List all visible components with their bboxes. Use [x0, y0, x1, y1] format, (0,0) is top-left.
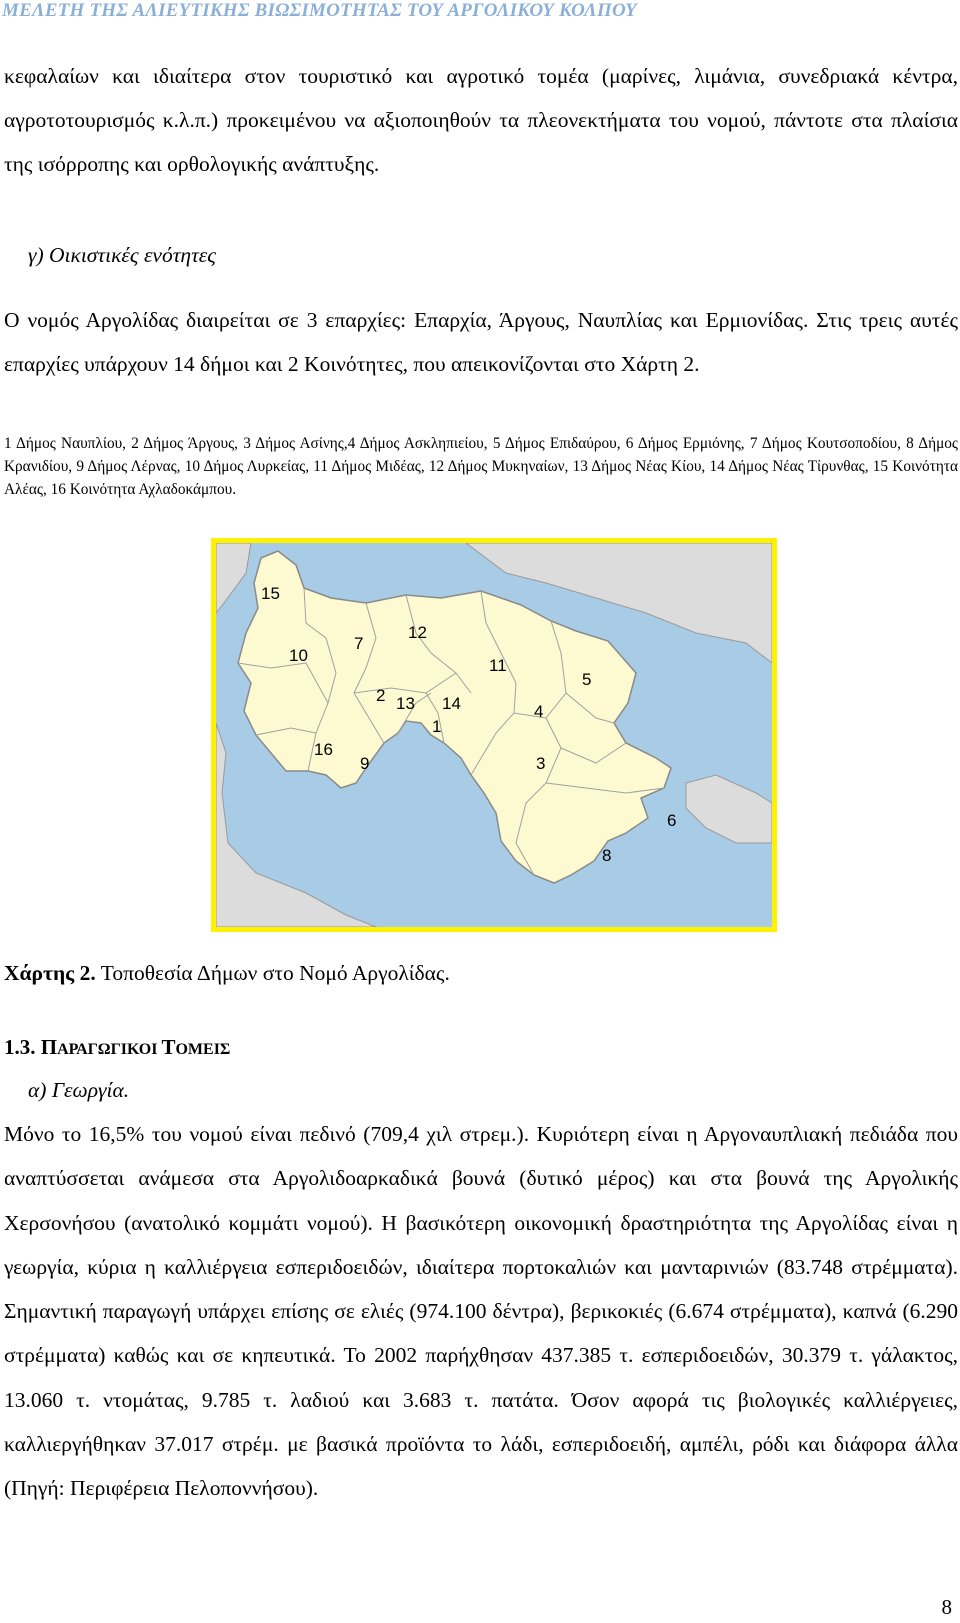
- section-title-p: Π: [40, 1035, 58, 1059]
- map-label-1: 1: [432, 717, 442, 736]
- map-label-10: 10: [289, 646, 308, 665]
- subheading-agriculture: α) Γεωργία.: [28, 1078, 130, 1102]
- map-label-13: 13: [396, 694, 415, 713]
- section-title-rest2: ΟΜΕΙΣ: [175, 1041, 231, 1058]
- map-label-7: 7: [354, 634, 364, 653]
- section-title-t: Τ: [161, 1035, 176, 1059]
- section-title-rest1: ΑΡΑΓΩΓΙΚΟΙ: [57, 1041, 162, 1058]
- map-label-8: 8: [602, 846, 612, 865]
- map-label-6: 6: [667, 811, 677, 830]
- map-label-5: 5: [582, 670, 592, 689]
- agriculture-paragraph: Μόνο το 16,5% του νομού είναι πεδινό (709,4 χιλ στρεμ.). Κυριότερη είναι η Αργοναυπλιακή πεδιάδα που αναπτύσσεται ανάμεσα στα Αργολιδοαρκαδικά βουνά (δυτικό μέρος) και στα βουνά της Αργολικής Χερσονήσου (ανατολικό κομμάτι νομού). Η βασικότερη οικονομική δραστηριότητα της Αργολίδας είναι η γεωργία, κύρια η καλλιέργεια εσπεριδοειδών, ιδιαίτερα πορτοκαλιών και μανταρινιών (83.748 στρέμματα). Σημαντική παραγωγή υπάρχει επίσης σε ελιές (974.100 δέντρα), βερικοκιές (6.674 στρέμματα), καπνά (6.290 στρέμματα) καθώς και σε κηπευτικά. Το 2002 παρήχθησαν 437.385 τ. εσπεριδοειδών, 30.379 τ. γάλακτος, 13.060 τ. ντομάτας, 9.785 τ. λαδιού και 3.683 τ. πατάτα. Όσον αφορά τις βιολογικές καλλιέργειες, καλλιεργήθηκαν 37.017 στρέμ. με βασικά προϊόντα το λάδι, εσπεριδοειδή, αμπέλι, ρόδι και διάφορα άλλα (Πηγή: Περιφέρεια Πελοποννήσου).: [4, 1122, 958, 1501]
- map-label-14: 14: [442, 694, 461, 713]
- page-number: 8: [941, 1595, 952, 1619]
- section-number: 1.3.: [4, 1035, 36, 1059]
- map-label-12: 12: [408, 623, 427, 642]
- subheading-settlements: γ) Οικιστικές ενότητες: [28, 243, 216, 267]
- settlements-paragraph: Ο νομός Αργολίδας διαιρείται σε 3 επαρχίες: Επαρχία, Άργους, Ναυπλίας και Ερμιονίδας. Στις τρεις αυτές επαρχίες υπάρχουν 14 δήμοι και 2 Κοινότητες, που απεικονίζονται στο Χάρτη 2.: [4, 308, 958, 376]
- caption-text: Τοποθεσία Δήμων στο Νομό Αργολίδας.: [95, 961, 450, 985]
- map-legend: 1 Δήμος Ναυπλίου, 2 Δήμος Άργους, 3 Δήμος Ασίνης,4 Δήμος Ασκληπιείου, 5 Δήμος Επιδαύρου, 6 Δήμος Ερμιόνης, 7 Δήμος Κουτσοποδίου, 8 Δήμος Κρανιδίου, 9 Δήμος Λέρνας, 10 Δήμος Λυρκείας, 11 Δήμος Μιδέας, 12 Δήμος Μυκηναίων, 13 Δήμος Νέας Κίου, 14 Δήμος Νέας Τίρυνθας, 15 Κοινότητα Αλέας, 16 Κοινότητα Αχλαδοκάμπου.: [4, 435, 958, 498]
- map-label-11: 11: [489, 656, 507, 675]
- map-label-15: 15: [261, 584, 280, 603]
- map-label-2: 2: [376, 686, 386, 705]
- map-label-16: 16: [314, 740, 333, 759]
- intro-paragraph: κεφαλαίων και ιδιαίτερα στον τουριστικό και αγροτικό τομέα (μαρίνες, λιμάνια, συνεδριακά κέντρα, αγροτοτουρισμός κ.λ.π.) προκειμένου να αξιοποιηθούν τα πλεονεκτήματα του νομού, πάντοτε στα πλαίσια της ισόρροπης και ορθολογικής ανάπτυξης.: [4, 64, 958, 176]
- running-header: ΜΕΛΕΤΗ ΤΗΣ ΑΛΙΕΥΤΙΚΗΣ ΒΙΩΣΙΜΟΤΗΤΑΣ ΤΟΥ ΑΡΓΟΛΙΚΟΥ ΚΟΛΠΟΥ: [2, 0, 637, 21]
- map-drawing: [216, 543, 772, 927]
- section-title: [4, 1035, 230, 1060]
- map-label-3: 3: [536, 754, 546, 773]
- map-caption: [4, 961, 450, 986]
- map-label-4: 4: [534, 702, 544, 721]
- map-label-9: 9: [360, 754, 370, 773]
- caption-label: Χάρτης 2.: [4, 961, 96, 985]
- argolida-map: [211, 538, 777, 932]
